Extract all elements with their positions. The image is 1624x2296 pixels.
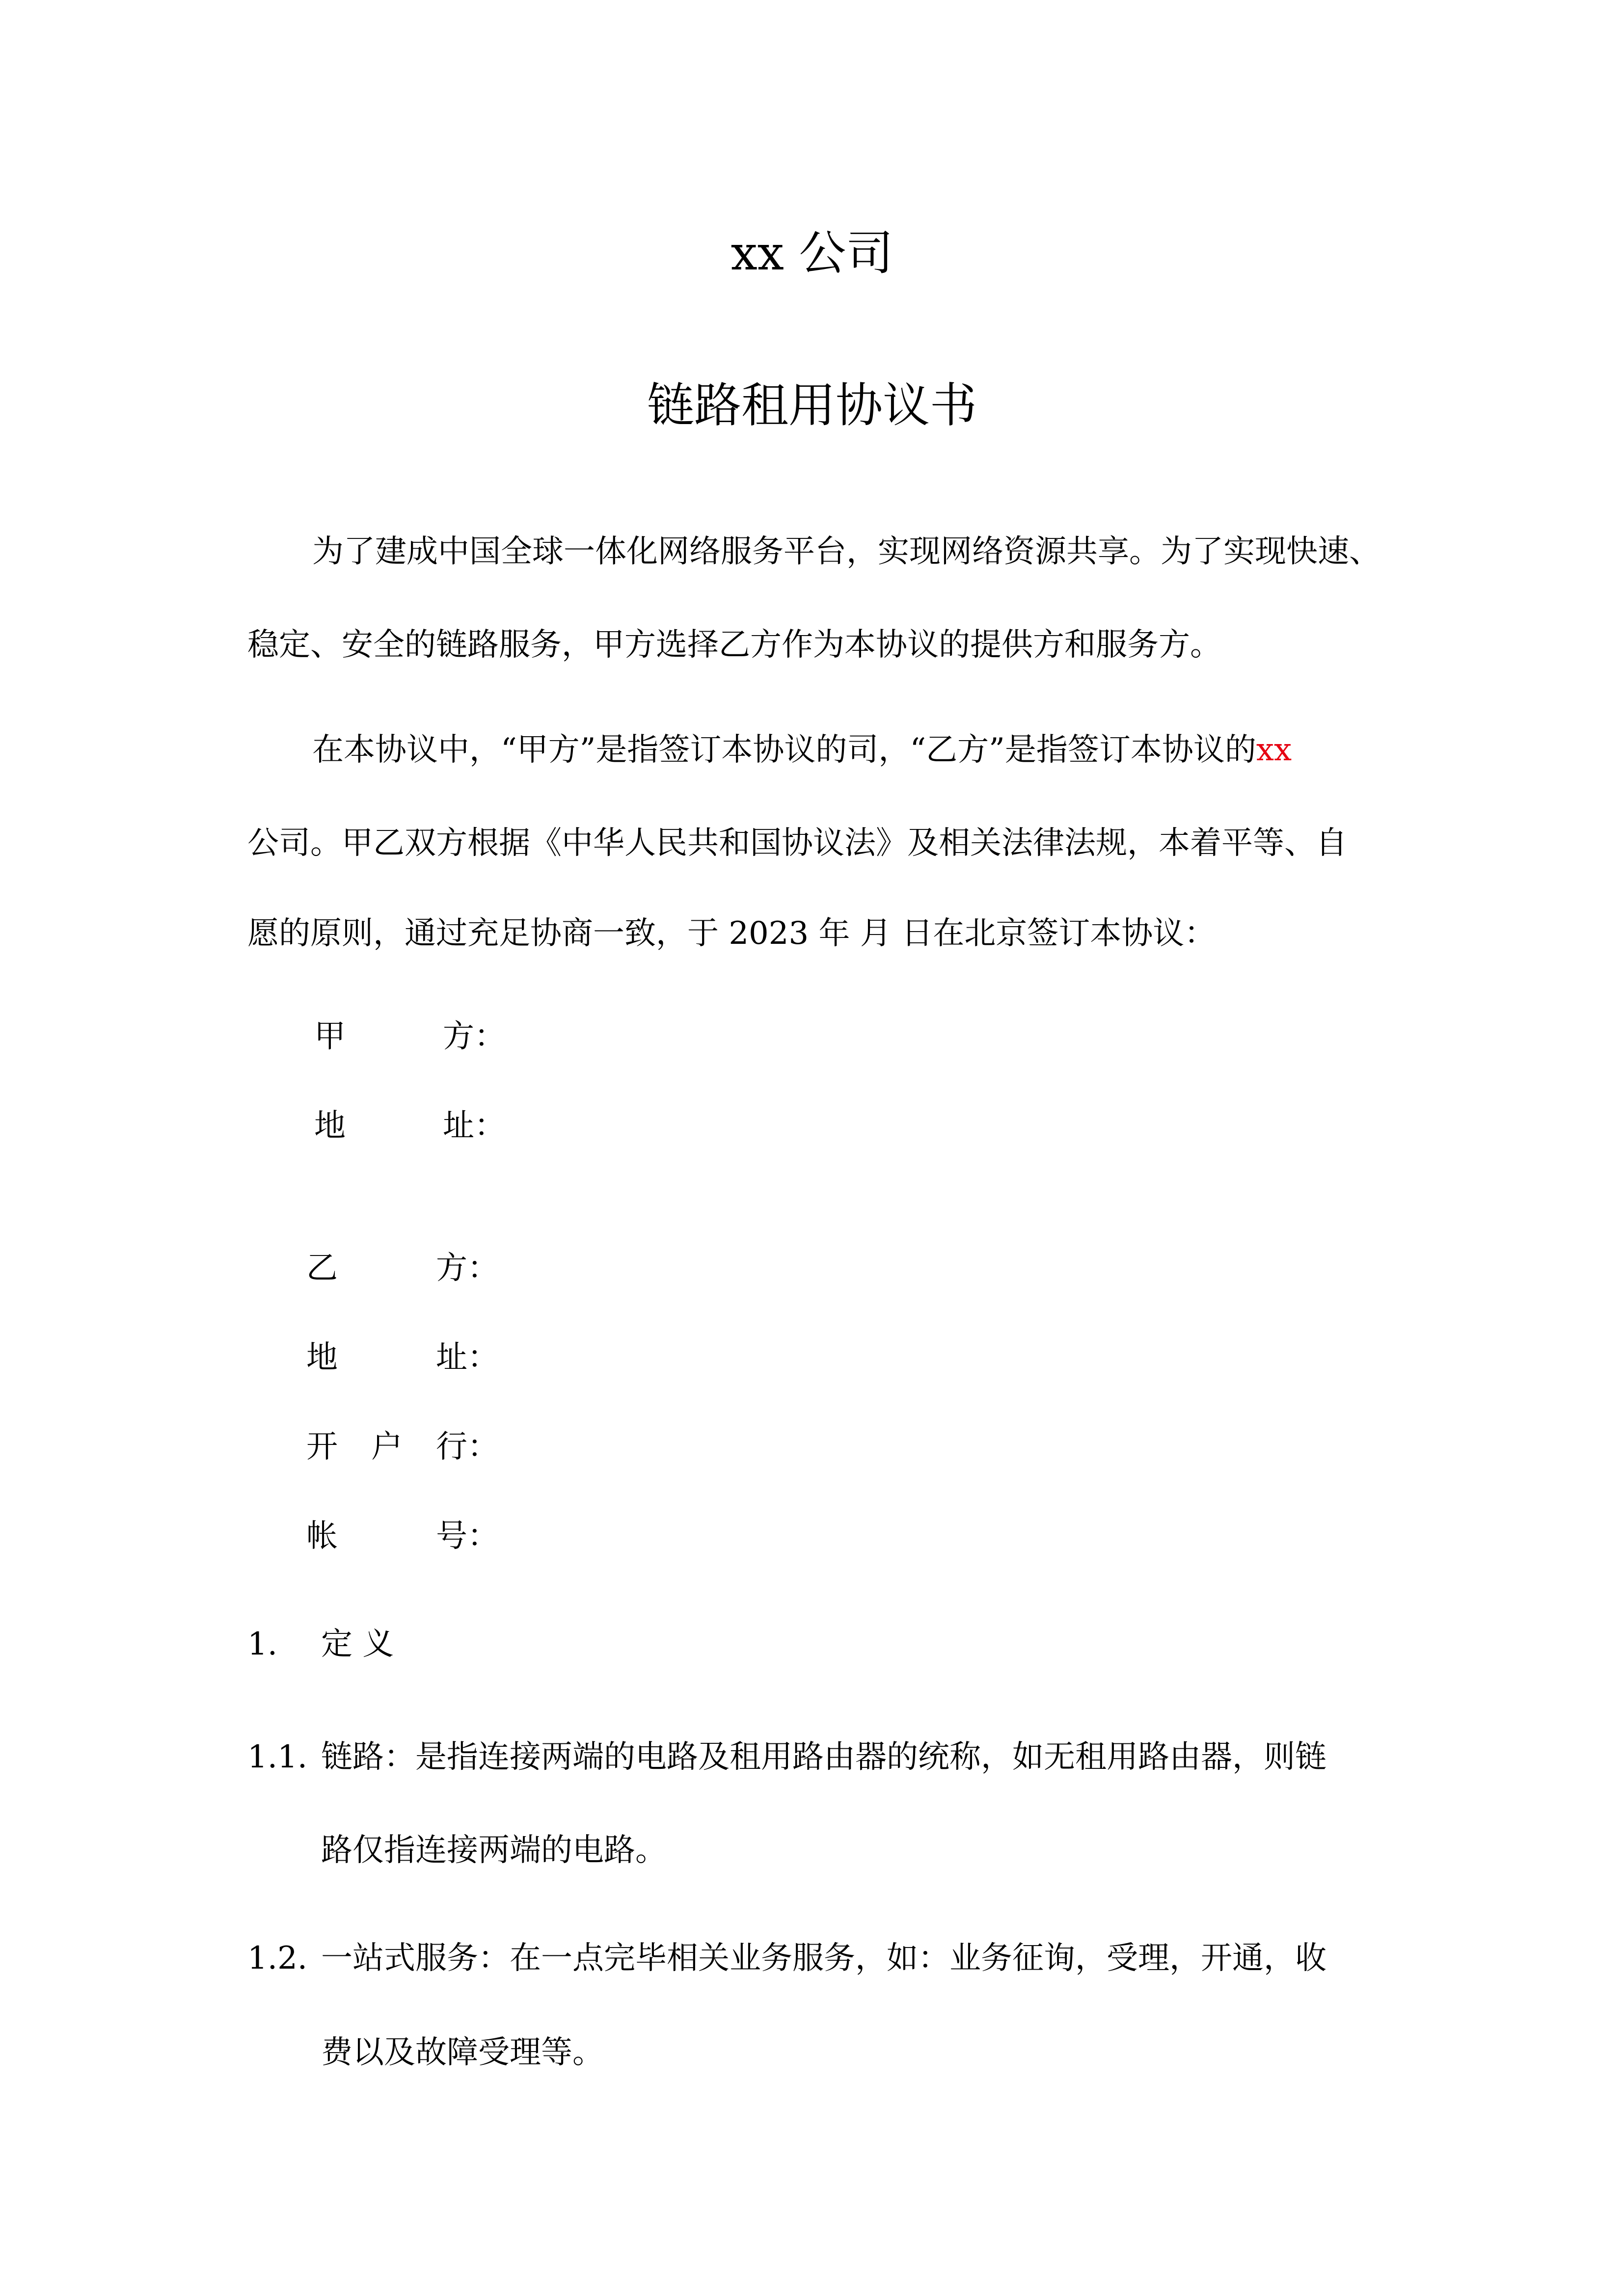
intro-paragraph-2-line-1 — [312, 734, 1292, 766]
party-b-bank-label-colon: 行： — [436, 1429, 499, 1465]
party-a-name-label-char: 甲 — [314, 1018, 346, 1055]
intro-paragraph-1-line-2: 稳定、安全的链路服务，甲方选择乙方作为本协议的提供方和服务方。 — [247, 627, 1221, 663]
party-b-account-label: 帐 — [306, 1518, 338, 1554]
clause-1-1-line-1: 链路：是指连接两端的电路及租用路由器的统称，如无租用路由器，则链 — [321, 1739, 1326, 1775]
party-b-bank-label-mid: 户 — [371, 1429, 403, 1465]
intro-paragraph-2-line-2: 公司。甲乙双方根据《中华人民共和国协议法》及相关法律法规，本着平等、自 — [247, 825, 1347, 861]
section-1-number: 1. — [247, 1626, 278, 1662]
party-a-name-label — [314, 1018, 346, 1055]
party-b-address-label: 地 — [306, 1339, 338, 1376]
clause-1-2-line-2: 费以及故障受理等。 — [321, 2034, 604, 2071]
clause-1-2-number: 1.2. — [247, 1940, 308, 1976]
company-title: xx 公司 — [731, 226, 893, 281]
clause-1-2-line-1: 一站式服务：在一点完毕相关业务服务，如：业务征询，受理，开通，收 — [321, 1940, 1326, 1976]
party-a-address-label: 地 — [314, 1108, 346, 1144]
intro-paragraph-2-line-3: 愿的原则，通过充足协商一致，于 2023 年 月 日在北京签订本协议： — [247, 915, 1216, 952]
party-b-address-label-colon: 址： — [436, 1339, 499, 1376]
party-b-name-label-colon: 方： — [436, 1250, 499, 1286]
section-1-title: 定 义 — [321, 1626, 394, 1662]
intro-paragraph-1-line-1: 为了建成中国全球一体化网络服务平台，实现网络资源共享。为了实现快速、 — [312, 534, 1380, 570]
clause-1-1-number: 1.1. — [247, 1739, 308, 1775]
party-b-name-label: 乙 — [306, 1250, 338, 1286]
highlighted-company-placeholder: xx — [1256, 732, 1292, 768]
party-a-address-label-colon: 址： — [443, 1108, 506, 1144]
party-b-bank-label: 开 — [306, 1429, 338, 1465]
party-b-account-label-colon: 号： — [436, 1518, 499, 1554]
clause-1-1-line-2: 路仅指连接两端的电路。 — [321, 1832, 667, 1869]
document-title: 链路租用协议书 — [647, 378, 977, 433]
intro-paragraph-2-line-1-text: 在本协议中，“甲方”是指签订本协议的司，“乙方”是指签订本协议的 — [312, 732, 1256, 768]
party-a-name-label-colon: 方： — [443, 1018, 506, 1055]
